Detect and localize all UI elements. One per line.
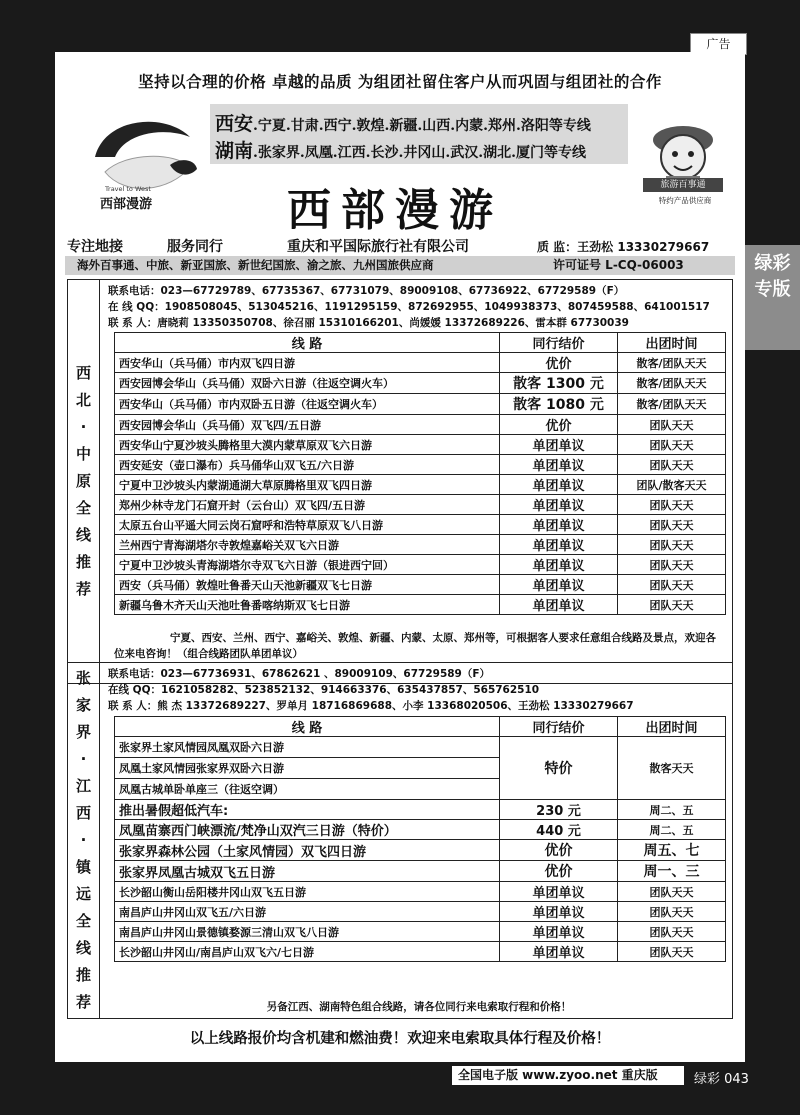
table-row	[115, 737, 726, 758]
section-label-char: 推	[75, 553, 91, 571]
logo-chinese: 西部漫游	[100, 197, 153, 212]
zhangjiajie-route-table	[114, 716, 726, 962]
table-row	[115, 415, 726, 435]
section-label-char: 界	[75, 723, 91, 741]
date-header: 出团时间	[618, 717, 726, 737]
suppliers-text: 海外百事通、中旅、新亚国旅、新世纪国旅、渝之旅、九州国旅供应商	[77, 258, 434, 272]
route-cell: 西安园博会华山（兵马俑）双飞四/五日游	[115, 415, 500, 435]
date-header: 出团时间	[618, 333, 726, 353]
route-cell: 张家界凤凰古城双飞五日游	[115, 861, 500, 882]
price-cell: 单团单议	[500, 555, 618, 575]
specialty-line-1	[215, 109, 591, 136]
section-label-char: 镇	[75, 858, 91, 876]
bus-title-cell: 推出暑假超低汽车:	[115, 800, 500, 820]
date-cell: 团队天天	[618, 595, 726, 615]
date-cell: 团队天天	[618, 495, 726, 515]
table-row	[115, 840, 726, 861]
specialty-line-2	[215, 136, 586, 163]
northwest-route-table	[114, 332, 726, 615]
zhangjiajie-note: 另备江西、湖南特色组合线路，请各位同行来电索取行程和价格！	[266, 1001, 572, 1013]
route-cell: 宁夏中卫沙坡头青海湖塔尔寺双飞六日游（银进西宁回）	[115, 555, 500, 575]
table-row	[115, 475, 726, 495]
table-row	[115, 353, 726, 373]
price-cell: 单团单议	[500, 435, 618, 455]
route-cell: 西安华山（兵马俑）市内双飞四日游	[115, 353, 500, 373]
route-cell: 凤凰土家风情园张家界双卧六日游	[115, 758, 500, 779]
section-label-char: 线	[75, 939, 91, 957]
route-header: 线 路	[115, 717, 500, 737]
date-cell: 团队天天	[618, 535, 726, 555]
table-row	[115, 435, 726, 455]
section-label-char: 北	[75, 391, 91, 409]
footer-text: 以上线路报价均含机建和燃油费！欢迎来电索取具体行程及价格！	[189, 1031, 611, 1047]
price-cell: 单团单议	[500, 495, 618, 515]
date-cell: 团队天天	[618, 515, 726, 535]
section-label-char: 中	[75, 445, 91, 463]
specialty-line-2-rest: .张家界.凤凰.江西.长沙.井冈山.武汉.湖北.厦门等专线	[253, 145, 587, 161]
section-label-char: 线	[75, 526, 91, 544]
route-cell: 西安延安（壶口瀑布）兵马俑华山双飞五/六日游	[115, 455, 500, 475]
section-label-char: ·	[80, 418, 87, 436]
route-cell: 南昌庐山井冈山双飞五/六日游	[115, 902, 500, 922]
section-label-char: 家	[75, 696, 91, 714]
mascot-icon	[638, 112, 728, 207]
route-cell: 西安华山宁夏沙坡头腾格里大漠内蒙草原双飞六日游	[115, 435, 500, 455]
date-cell: 散客/团队天天	[618, 353, 726, 373]
route-header: 线 路	[115, 333, 500, 353]
specialty-line-1-head: 西安	[215, 113, 254, 135]
price-cell: 散客 1300 元	[500, 373, 618, 394]
price-cell: 单团单议	[500, 455, 618, 475]
date-cell: 团队天天	[618, 902, 726, 922]
side-tab-text: 绿彩专版	[754, 253, 791, 300]
date-cell: 团队天天	[618, 455, 726, 475]
table-row	[115, 394, 726, 415]
route-cell: 凤凰苗寨西门峡漂流/梵净山双汽三日游（特价）	[115, 820, 500, 840]
section-label-char: 全	[75, 499, 91, 517]
price-cell: 优价	[500, 840, 618, 861]
company-info	[67, 236, 709, 256]
page-number: 绿彩 043	[694, 1072, 749, 1087]
table-row	[115, 861, 726, 882]
specialty-line-1-rest: .宁夏.甘肃.西宁.敦煌.新疆.山西.内蒙.郑州.洛阳等专线	[253, 118, 591, 134]
edition-badge: 全国电子版 www.zyoo.net 重庆版	[452, 1066, 684, 1085]
table-row	[115, 575, 726, 595]
price-cell: 特价	[500, 737, 618, 800]
table-row	[115, 882, 726, 902]
table-row	[115, 373, 726, 394]
section-label-char: 推	[75, 966, 91, 984]
zhangjiajie-label-text	[75, 665, 93, 1016]
logo-english: Travel to West	[105, 185, 151, 193]
table-row	[115, 535, 726, 555]
table-row	[115, 555, 726, 575]
date-cell: 团队天天	[618, 435, 726, 455]
table-row	[115, 800, 726, 820]
section-label-char: 荐	[75, 580, 91, 598]
date-cell: 团队天天	[618, 922, 726, 942]
date-cell: 散客/团队天天	[618, 394, 726, 415]
ad-tag: 广告	[690, 33, 747, 55]
date-cell: 团队天天	[618, 555, 726, 575]
section-label-char: 西	[75, 804, 91, 822]
date-cell: 团队天天	[618, 942, 726, 962]
section-label-char: 全	[75, 912, 91, 930]
date-cell: 周二、五	[618, 800, 726, 820]
slogan: 坚持以合理的价格 卓越的品质 为组团社留住客户从而巩固与组团社的合作	[138, 72, 662, 91]
northwest-qq: 在 线 QQ：1908508045、513045216、1191295159、872692955、1049938373、807459588、641001517	[108, 301, 710, 313]
route-cell: 张家界森林公园（土家风情园）双飞四日游	[115, 840, 500, 861]
date-cell: 团队天天	[618, 882, 726, 902]
price-cell: 单团单议	[500, 942, 618, 962]
date-cell: 周二、五	[618, 820, 726, 840]
table-row	[115, 820, 726, 840]
brand-name: 西部漫游	[287, 185, 503, 236]
price-cell: 单团单议	[500, 595, 618, 615]
price-cell: 单团单议	[500, 515, 618, 535]
date-cell: 周一、三	[618, 861, 726, 882]
zhangjiajie-label	[68, 663, 100, 1018]
price-cell: 优价	[500, 415, 618, 435]
table-row	[115, 515, 726, 535]
route-cell: 宁夏中卫沙坡头内蒙湖通湖大草原腾格里双飞四日游	[115, 475, 500, 495]
price-cell: 优价	[500, 353, 618, 373]
service-text: 服务同行	[167, 239, 223, 255]
price-cell: 230 元	[500, 800, 618, 820]
northwest-label	[68, 280, 100, 683]
date-cell: 散客/团队天天	[618, 373, 726, 394]
price-cell: 单团单议	[500, 882, 618, 902]
zhangjiajie-phone: 联系电话：023—67736931、67862621 、89009109、67729589（F）	[108, 668, 491, 680]
table-row	[115, 942, 726, 962]
price-cell: 单团单议	[500, 922, 618, 942]
side-tab	[745, 245, 800, 350]
company-name: 重庆和平国际旅行社有限公司	[287, 239, 469, 255]
route-cell: 长沙韶山衡山岳阳楼井冈山双飞五日游	[115, 882, 500, 902]
northwest-phone: 联系电话：023—67729789、67735367、67731079、89009108、67736922、67729589（F）	[108, 285, 625, 297]
route-cell: 西安（兵马俑）敦煌吐鲁番天山天池新疆双飞七日游	[115, 575, 500, 595]
price-cell: 440 元	[500, 820, 618, 840]
northwest-note: 宁夏、西安、兰州、西宁、嘉峪关、敦煌、新疆、内蒙、太原、郑州等，可根据客人要求任意组合线路及景点，欢迎各位来电咨询！（组合线路团队单团单议）	[114, 632, 716, 660]
suppliers-bar	[65, 256, 735, 275]
table-row	[115, 595, 726, 615]
table-row	[115, 495, 726, 515]
route-cell: 西安华山（兵马俑）市内双卧五日游（往返空调火车）	[115, 394, 500, 415]
date-cell: 周五、七	[618, 840, 726, 861]
license-number: 许可证号 L-CQ-06003	[553, 258, 684, 272]
table-row	[115, 922, 726, 942]
price-header: 同行结价	[500, 333, 618, 353]
section-label-char: 张	[75, 669, 91, 687]
section-label-char: 远	[75, 885, 91, 903]
price-header: 同行结价	[500, 717, 618, 737]
zhangjiajie-section	[67, 662, 733, 1019]
section-label-char: 江	[75, 777, 91, 795]
mascot-subtitle: 特约产品供应商	[658, 196, 712, 205]
zhangjiajie-qq: 在线 QQ：1621058282、523852132、914663376、635437857、565762510	[108, 684, 540, 696]
zhangjiajie-contacts: 联 系 人：熊 杰 13372689227、罗单月 18716869688、小李 13368020506、王劲松 13330279667	[108, 700, 634, 712]
date-cell: 团队天天	[618, 415, 726, 435]
table-header-row	[115, 333, 726, 353]
price-cell: 优价	[500, 861, 618, 882]
route-cell: 西安园博会华山（兵马俑）双卧六日游（往返空调火车）	[115, 373, 500, 394]
route-cell: 南昌庐山井冈山景德镇婺源三清山双飞八日游	[115, 922, 500, 942]
mascot-label: 旅游百事通	[643, 178, 723, 192]
date-cell: 团队天天	[618, 575, 726, 595]
supervisor-text: 质 监：王劲松 13330279667	[537, 240, 710, 254]
price-cell: 单团单议	[500, 535, 618, 555]
date-cell: 散客天天	[618, 737, 726, 800]
section-label-char: 西	[75, 364, 91, 382]
price-cell: 散客 1080 元	[500, 394, 618, 415]
table-row	[115, 902, 726, 922]
route-cell: 张家界土家风情园凤凰双卧六日游	[115, 737, 500, 758]
route-cell: 长沙韶山井冈山/南昌庐山双飞六/七日游	[115, 942, 500, 962]
northwest-label-text	[75, 360, 93, 603]
table-row	[115, 455, 726, 475]
northwest-section	[67, 279, 733, 684]
section-label-char: ·	[80, 750, 87, 768]
route-cell: 新疆乌鲁木齐天山天池吐鲁番喀纳斯双飞七日游	[115, 595, 500, 615]
specialty-line-2-head: 湖南	[215, 140, 254, 162]
ad-page	[55, 52, 745, 1062]
date-cell: 团队/散客天天	[618, 475, 726, 495]
focus-text: 专注地接	[67, 239, 123, 255]
section-label-char: 荐	[75, 993, 91, 1011]
route-cell: 太原五台山平遥大同云岗石窟呼和浩特草原双飞八日游	[115, 515, 500, 535]
price-cell: 单团单议	[500, 575, 618, 595]
route-cell: 凤凰古城单卧单座三（往返空调）	[115, 779, 500, 800]
section-label-char: ·	[80, 831, 87, 849]
table-header-row	[115, 717, 726, 737]
price-cell: 单团单议	[500, 902, 618, 922]
northwest-contacts: 联 系 人：唐晓莉 13350350708、徐召丽 15310166201、尚媛媛 13372689226、雷本群 67730039	[108, 317, 629, 329]
section-label-char: 原	[75, 472, 91, 490]
route-cell: 郑州少林寺龙门石窟开封（云台山）双飞四/五日游	[115, 495, 500, 515]
price-cell: 单团单议	[500, 475, 618, 495]
route-cell: 兰州西宁青海湖塔尔寺敦煌嘉峪关双飞六日游	[115, 535, 500, 555]
